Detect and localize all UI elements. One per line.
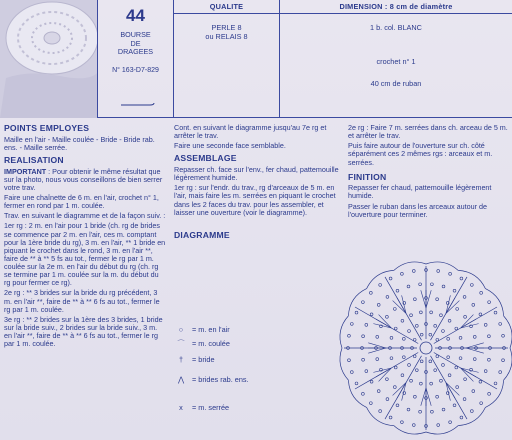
center-ring [420,342,432,354]
treble-cluster-mark [446,383,455,399]
chain-stitch-mark [430,311,433,314]
chain-stitch-mark [460,277,463,280]
chain-stitch-mark [480,291,483,294]
treble-cluster-mark [402,295,406,313]
quality-title: QUALITE [174,0,279,14]
chain-stitch-mark [393,386,396,389]
chain-stitch-icon: ○ [178,325,184,334]
chain-stitch-mark [348,334,351,337]
dimension-box [280,0,512,118]
legend-label: = m. serrée [192,403,230,412]
chain-stitch-mark [429,360,432,363]
chain-stitch-mark [479,380,482,383]
chain-stitch-mark [463,398,466,401]
chain-stitch-mark [402,356,405,359]
start-paragraph: Faire une chaînette de 6 m. en l'air, crochet n° 1, fermer en rond par 1 m. coulée. [4,193,159,211]
chain-stitch-mark [449,272,452,275]
dimension-title: DIMENSION : 8 cm de diamètre [280,0,512,14]
points-title: POINTS EMPLOYES [4,123,90,133]
chain-stitch-mark [419,410,422,413]
arch-mark [340,316,348,348]
pattern-name-line: DE [130,38,141,48]
chain-stitch-mark [369,402,372,405]
chain-stitch-mark [470,410,473,413]
chain-stitch-mark [419,311,422,314]
chain-stitch-mark [402,337,405,340]
chain-stitch-mark [453,404,456,407]
chain-stitch-mark [502,359,505,362]
treble-cluster-mark [461,368,477,377]
quality-box [174,0,280,118]
treble-cluster-mark [393,301,406,314]
chain-stitch-mark [389,416,392,419]
row-instruction: 2e rg : ** 3 brides sur la bride du rg précédent, 3 m. en l'air **, faire de ** à ** 6 fs au tot., fermer le rg par 1 m. coulée. [4,288,160,314]
chain-stitch-mark [442,330,445,333]
legend-label: = m. coulée [192,339,230,348]
chain-stitch-mark [456,386,459,389]
chain-stitch-mark [369,291,372,294]
chain-stitch-mark [484,323,487,326]
pattern-number: 44 [126,6,145,25]
chain-stitch-mark [408,330,411,333]
chain-stitch-mark [350,322,353,325]
chain-stitch-mark [459,336,462,339]
legend-label: = brides rab. ens. [192,375,249,384]
chain-stitch-mark [463,296,466,299]
chain-stitch-mark [464,315,467,318]
chain-stitch-mark [447,356,450,359]
chain-stitch-mark [434,324,437,327]
chain-stitch-mark [379,283,382,286]
chain-stitch-mark [473,335,476,338]
chain-stitch-mark [408,364,411,367]
chain-stitch-mark [448,374,451,377]
chain-stitch-mark [370,313,373,316]
treble-cluster-mark [446,301,459,314]
chain-stitch-mark [420,360,423,363]
chain-stitch-mark [447,337,450,340]
arch-mark [426,262,458,270]
treble-cluster-icon: ⋀ [178,375,184,384]
chain-stitch-mark [415,369,418,372]
chain-stitch-mark [460,416,463,419]
legend-label: = m. en l'air [192,325,230,334]
chain-stitch-mark [376,335,379,338]
chain-stitch-mark [410,379,413,382]
header-strip [0,0,512,118]
chain-stitch-mark [431,283,434,286]
crochet-photo-illustration [0,0,98,118]
chain-stitch-mark [410,314,413,317]
chain-stitch-mark [479,313,482,316]
chain-stitch-mark [412,424,415,427]
chain-stitch-mark [464,378,467,381]
chain-stitch-mark [430,382,433,385]
chain-stitch-mark [488,335,491,338]
chain-stitch-mark [442,364,445,367]
chain-stitch-mark [361,301,364,304]
chain-stitch-mark [389,277,392,280]
treble-cluster-mark [373,368,391,372]
chain-stitch-mark [472,390,475,393]
treble-stitch-icon: † [178,355,184,364]
chain-stitch-mark [434,369,437,372]
chain-stitch-mark [348,359,351,362]
realisation-title: REALISATION [4,154,64,165]
chain-stitch-mark [440,314,443,317]
chain-stitch-mark [502,334,505,337]
product-photo [0,0,98,118]
chain-stitch-mark [484,370,487,373]
chain-stitch-mark [442,285,445,288]
assemblage-title: ASSEMBLAGE [174,153,237,164]
chain-stitch-mark [407,285,410,288]
chain-stitch-mark [394,366,397,369]
chain-stitch-mark [401,374,404,377]
chain-stitch-mark [386,296,389,299]
treble-cluster-mark [446,295,450,313]
treble-cluster-mark [393,383,406,396]
chain-stitch-mark [376,358,379,361]
treble-cluster-mark [397,298,406,314]
arch-mark [394,262,426,270]
quality-line: ou RELAIS 8 [205,32,248,42]
treble-cluster-mark [461,368,474,381]
treble-cluster-mark [461,324,479,328]
diagramme-title: DIAGRAMME [174,229,230,240]
important-paragraph [4,168,166,192]
chain-stitch-mark [386,315,389,318]
chain-stitch-mark [431,410,434,413]
row2-more-paragraph: Puis faire autour de l'ouverture sur ch. côté séparément ces 2 mêmes rgs : arceaux et m. serrées. [348,141,493,167]
chain-stitch-mark [413,298,416,301]
chain-stitch-mark [394,327,397,330]
arch-mark [394,426,426,434]
quality-line: PERLE 8 [211,23,242,32]
treble-cluster-mark [373,324,391,328]
row-instruction: 1er rg : 2 m. en l'air pour 1 bride (ch. rg de brides se commence par 2 m. en l'air, ces m. comptant pour la 1ère bride du rg), 3 m. en l'air, ** 1 bride en piquant le crochet dans le rond, 3 m. en l'air **, faire de ** à ** 5 fs au tot., fermer le rg par 1 m. coulée sur la 2e m. en l'air du début du rg (ch. rg se termine par 1 m. coulée sur la m. du début du rg pour fermer ce rg). [4,221,166,288]
dimension-line: 40 cm de ruban [370,79,422,88]
chain-stitch-mark [355,382,358,385]
chain-stitch-mark [365,370,368,373]
treble-cluster-mark [446,383,459,396]
chain-stitch-mark [494,382,497,385]
finition-paragraph: Passer le ruban dans les arceaux autour de l'ouverture pour terminer. [348,201,488,219]
chain-stitch-mark [499,371,502,374]
pattern-name-line: BOURSE [120,30,151,40]
pattern-id-box [98,0,174,118]
chain-stitch-mark [377,303,380,306]
needle-icon [120,102,156,106]
arch-mark [340,348,348,380]
diagram-legend [174,322,324,422]
chain-stitch-mark [488,392,491,395]
chain-stitch-mark [456,308,459,311]
chain-stitch-mark [480,402,483,405]
treble-cluster-mark [461,319,477,328]
column-middle [174,124,340,243]
second-face-paragraph: Faire une seconde face semblable. [174,141,286,151]
chain-stitch-mark [400,272,403,275]
chain-stitch-mark [379,410,382,413]
chain-stitch-mark [449,421,452,424]
chain-stitch-mark [499,322,502,325]
chain-stitch-mark [362,335,365,338]
chain-stitch-mark [437,424,440,427]
treble-cluster-mark [379,368,392,381]
pattern-name-line: DRAGEES [117,47,154,57]
assemblage-paragraph: 1er rg : sur l'endr. du trav., rg d'arceaux de 5 m. en l'air, mais faire les m. serrées en piquant le crochet dans les 2 faces du trav. pour les assembler, et laisser une ouverture (voir le diagramme). [174,183,336,217]
chain-stitch-mark [386,378,389,381]
pattern-name [98,31,173,57]
chain-stitch-mark [472,303,475,306]
chain-stitch-mark [355,311,358,314]
chain-stitch-mark [413,395,416,398]
chain-stitch-mark [401,319,404,322]
chain-stitch-mark [440,379,443,382]
chain-stitch-mark [365,323,368,326]
important-label: IMPORTANT [4,166,47,176]
treble-cluster-mark [376,368,392,377]
quality-lines [174,14,279,41]
row-instruction: 3e rg : ** 2 brides sur la 1ère des 3 brides, 1 bride sur la bride suiv., 2 brides sur la bride suiv., 3 m. en l'air **, faire de ** à ** 6 fs au tot., fermer le rg par 1 m. coulée. [4,314,163,349]
treble-cluster-mark [397,383,406,399]
chain-stitch-mark [420,333,423,336]
chain-stitch-mark [390,336,393,339]
arch-mark [426,426,458,434]
crochet-diagram [330,236,512,440]
chain-stitch-mark [436,395,439,398]
assemblage-paragraph: Repasser ch. face sur l'env., fer chaud, pattemouille légèrement humide. [174,165,339,183]
single-crochet-icon: x [179,403,183,412]
chain-stitch-mark [361,392,364,395]
chain-stitch-mark [455,327,458,330]
chain-stitch-mark [455,366,458,369]
chain-stitch-mark [470,283,473,286]
chain-stitch-mark [436,298,439,301]
chain-stitch-mark [488,301,491,304]
treble-cluster-mark [461,368,479,372]
continue-paragraph: Cont. en suivant le diagramme jusqu'au 7e rg et arrêter le trav. [174,123,327,141]
chain-stitch-mark [419,283,422,286]
arch-mark [504,316,512,348]
chain-stitch-mark [442,408,445,411]
intro-paragraph: Trav. en suivant le diagramme et de la façon suiv. : [4,211,166,221]
chain-stitch-mark [393,308,396,311]
pattern-reference: N° 163-D7-829 [112,67,159,75]
chain-stitch-mark [350,371,353,374]
chain-stitch-mark [437,270,440,273]
arch-mark [504,348,512,380]
treble-cluster-mark [376,319,392,328]
important-text: : Pour obtenir le même résultat que sur la photo, nous vous conseillons de bien serrer votre trav. [4,166,163,192]
chain-stitch-mark [407,408,410,411]
dimension-line: crochet n° 1 [376,57,416,66]
column-left [4,124,166,350]
finition-title: FINITION [348,171,387,182]
chain-stitch-mark [459,357,462,360]
dimension-line: 1 b. col. BLANC [370,23,422,32]
chain-stitch-mark [370,380,373,383]
chain-stitch-mark [419,382,422,385]
chain-stitch-mark [453,289,456,292]
chain-stitch-mark [396,289,399,292]
chain-stitch-mark [412,270,415,273]
chain-stitch-mark [448,319,451,322]
chain-stitch-mark [396,404,399,407]
chain-stitch-mark [400,421,403,424]
chain-stitch-mark [494,311,497,314]
treble-cluster-mark [461,315,474,328]
chain-stitch-mark [488,358,491,361]
chain-stitch-mark [377,390,380,393]
chain-stitch-mark [429,333,432,336]
treble-cluster-mark [402,383,406,401]
chain-stitch-mark [362,358,365,361]
row2-paragraph: 2e rg : Faire 7 m. serrées dans ch. arceau de 5 m. et arrêter le trav. [348,123,508,141]
column-right [348,124,508,221]
chain-stitch-mark [415,324,418,327]
legend-label: = bride [192,355,215,364]
treble-cluster-mark [379,315,392,328]
points-text: Maille en l'air - Maille coulée - Bride - Bride rab. ens. - Maille serrée. [4,134,155,152]
chain-stitch-mark [390,357,393,360]
treble-cluster-mark [446,383,450,401]
slip-stitch-icon: ⌒ [177,339,185,348]
chain-stitch-mark [386,398,389,401]
treble-cluster-mark [446,298,455,314]
chain-stitch-mark [473,358,476,361]
finition-paragraph: Repasser fer chaud, pattemouille légèrement humide. [348,183,492,201]
